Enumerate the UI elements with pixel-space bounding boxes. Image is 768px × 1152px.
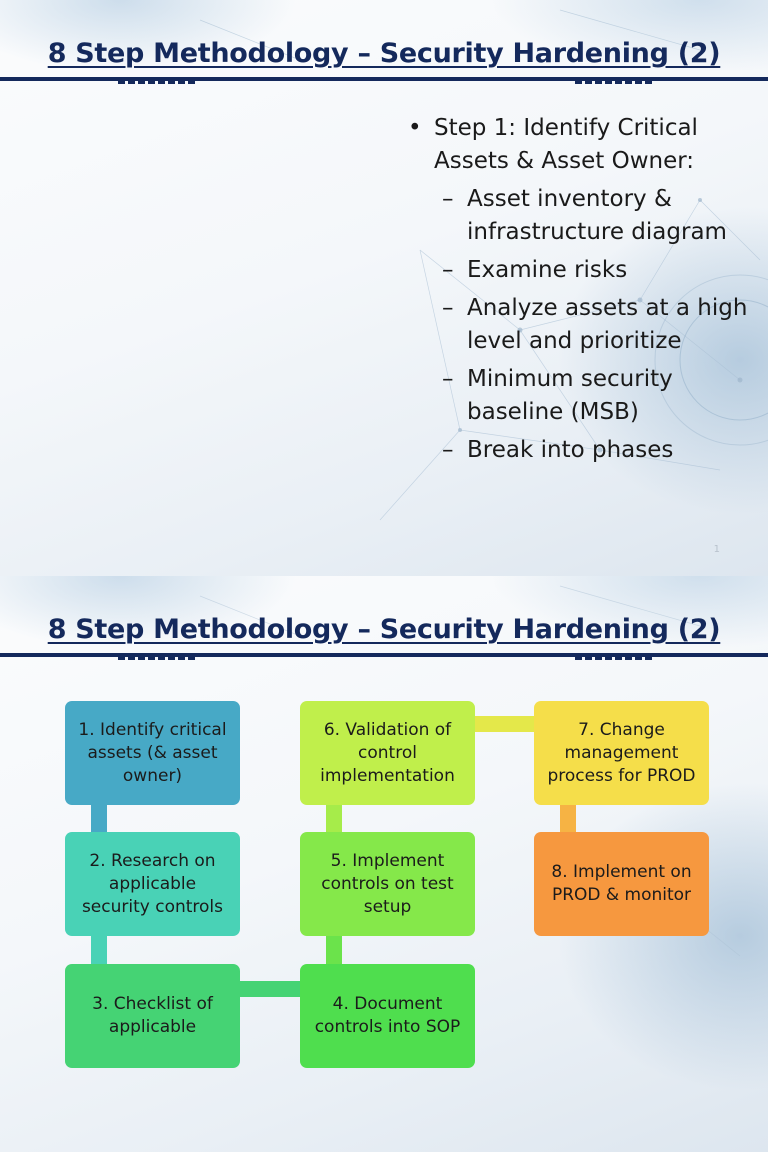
sub-bullet-marker: – (442, 366, 454, 392)
step-2-label: 2. Research on applicable security controls (81, 850, 224, 917)
connector-7-8 (560, 805, 576, 832)
sub-bullet-text: Asset inventory & infrastructure diagram (467, 186, 727, 245)
step-7-box (534, 701, 709, 805)
sub-bullet-text: Analyze assets at a high level and prioritize (467, 295, 748, 354)
sub-bullet-item (408, 434, 753, 467)
step-8-label: 8. Implement on PROD & monitor (551, 862, 692, 905)
sub-bullet-marker: – (442, 186, 454, 212)
step-5-label: 5. Implement controls on test setup (321, 850, 454, 917)
connector-4-5 (326, 936, 342, 964)
step-8-box (534, 832, 709, 936)
sub-bullet-item (408, 363, 753, 429)
sub-bullet-item (408, 183, 753, 249)
bullet-text: Step 1: Identify Critical Assets & Asset Owner: (434, 115, 698, 174)
step-4-label: 4. Document controls into SOP (314, 994, 461, 1037)
title-rule-dash-left (118, 657, 196, 660)
connector-1-2 (91, 805, 107, 832)
step-3-box (65, 964, 240, 1068)
page-number: 1 (713, 544, 720, 555)
title-rule-dash-left (118, 81, 196, 84)
sub-bullet-item (408, 254, 753, 287)
step-1-box (65, 701, 240, 805)
sub-bullet-item (408, 292, 753, 358)
connector-6-7 (474, 716, 534, 732)
title-rule-dash-right (575, 81, 653, 84)
step-4-box (300, 964, 475, 1068)
step-2-box (65, 832, 240, 936)
title-rule-dash-right (575, 657, 653, 660)
sub-bullet-marker: – (442, 295, 454, 321)
slide-2 (0, 576, 768, 1152)
connector-5-6 (326, 805, 342, 832)
sub-bullet-marker: – (442, 437, 454, 463)
slide-title: 8 Step Methodology – Security Hardening (2) (47, 38, 721, 69)
step-6-label: 6. Validation of control implementation (320, 719, 455, 786)
step-1-label: 1. Identify critical assets (& asset owner) (78, 719, 227, 786)
connector-3-4 (240, 981, 300, 997)
bullet-marker: • (408, 115, 422, 141)
bullet-list (408, 112, 753, 467)
sub-bullet-marker: – (442, 257, 454, 283)
step-5-box (300, 832, 475, 936)
sub-bullet-text: Minimum security baseline (MSB) (467, 366, 673, 425)
step-7-label: 7. Change management process for PROD (547, 719, 696, 786)
step-6-box (300, 701, 475, 805)
step-3-label: 3. Checklist of applicable (92, 994, 213, 1037)
sub-bullet-text: Break into phases (467, 437, 674, 463)
connector-2-3 (91, 936, 107, 964)
bullet-item (408, 112, 753, 178)
sub-bullet-text: Examine risks (467, 257, 628, 283)
slide-title: 8 Step Methodology – Security Hardening (2) (47, 614, 721, 645)
